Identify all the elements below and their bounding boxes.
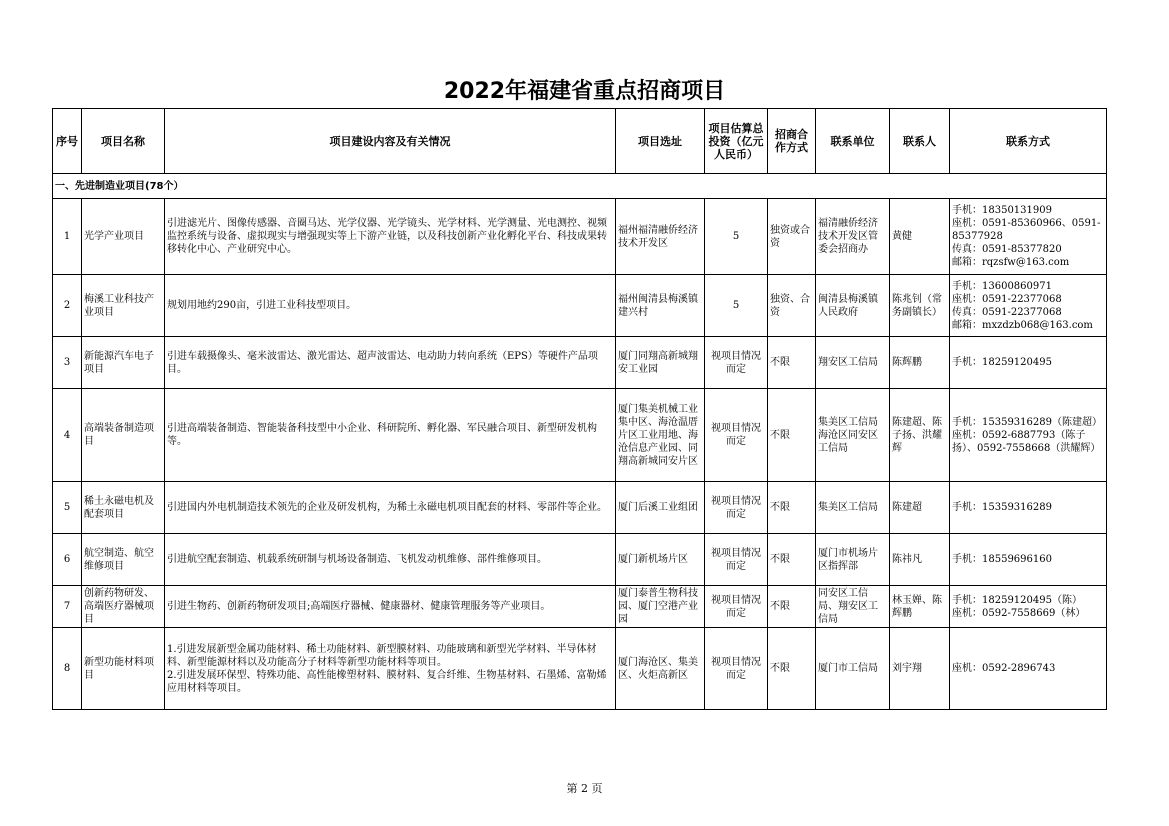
contact-line: 邮箱：rqzsfw@163.com	[952, 257, 1070, 268]
cell-investment: 视项目情况而定	[705, 389, 768, 482]
header-site: 项目选址	[616, 109, 705, 174]
cell-person: 陈兆钊（常务副镇长）	[890, 275, 950, 337]
contact-line: 邮箱：mxzdzb068@163.com	[952, 319, 1093, 331]
cell-name: 高端装备制造项目	[82, 389, 165, 482]
cell-contact	[950, 275, 1107, 337]
cell-content: 引进航空配套制造、机载系统研制与机场设备制造、飞机发动机维修、部件维修项目。	[165, 534, 616, 586]
cell-no: 3	[53, 337, 82, 389]
section-title: 一、先进制造业项目(78个）	[53, 174, 1107, 199]
header-no: 序号	[53, 109, 82, 174]
cell-mode: 独资或合资	[768, 199, 816, 275]
table-row	[53, 534, 1107, 586]
cell-no: 8	[53, 628, 82, 710]
section-row	[53, 174, 1107, 199]
cell-no: 1	[53, 199, 82, 275]
cell-name: 创新药物研发、高端医疗器械项目	[82, 586, 165, 628]
cell-unit: 集美区工信局	[816, 482, 890, 534]
cell-mode: 不限	[768, 628, 816, 710]
page-footer: 第 2 页	[566, 782, 603, 795]
cell-mode: 不限	[768, 482, 816, 534]
table-row	[53, 628, 1107, 710]
cell-person: 陈建超	[890, 482, 950, 534]
cell-investment: 视项目情况而定	[705, 586, 768, 628]
cell-site: 厦门集美机械工业集中区、海沧温厝片区工业用地、海沧信息产业园、同翔高新城同安片区	[616, 389, 705, 482]
cell-investment: 视项目情况而定	[705, 337, 768, 389]
contact-line: 手机：18350131909	[952, 205, 1052, 216]
cell-content: 引进高端装备制造、智能装备科技型中小企业、科研院所、孵化器、军民融合项目、新型研发机构等。	[165, 389, 616, 482]
cell-name: 稀土永磁电机及配套项目	[82, 482, 165, 534]
contact-line: 座机：0591-22377068	[952, 293, 1062, 305]
cell-content	[165, 628, 616, 710]
cell-mode: 独资、合资	[768, 275, 816, 337]
contact-line: 手机：18259120495	[952, 357, 1052, 368]
contact-line: 座机：0591-85360966、0591-85377928	[952, 218, 1101, 242]
table-row	[53, 337, 1107, 389]
cell-person: 黄健	[890, 199, 950, 275]
header-investment: 项目估算总投资（亿元人民币）	[705, 109, 768, 174]
cell-mode: 不限	[768, 534, 816, 586]
cell-unit: 闽清县梅溪镇人民政府	[816, 275, 890, 337]
cell-unit: 集美区工信局海沧区同安区工信局	[816, 389, 890, 482]
contact-line: 手机：13600860971	[952, 280, 1052, 292]
header-row	[53, 109, 1107, 174]
header-unit: 联系单位	[816, 109, 890, 174]
cell-unit: 厦门市机场片区指挥部	[816, 534, 890, 586]
cell-contact	[950, 389, 1107, 482]
cell-contact	[950, 586, 1107, 628]
cell-no: 6	[53, 534, 82, 586]
cell-content-line: 1.引进发展新型金属功能材料、稀土功能材料、新型膜材料、功能玻璃和新型光学材料、半导体材料、新型能源材料以及功能高分子材料等新型功能材料等项目。	[167, 643, 597, 668]
cell-investment: 视项目情况而定	[705, 482, 768, 534]
table-row	[53, 275, 1107, 337]
header-mode: 招商合作方式	[768, 109, 816, 174]
cell-contact	[950, 199, 1107, 275]
table-row	[53, 586, 1107, 628]
cell-person: 陈祎凡	[890, 534, 950, 586]
cell-contact	[950, 337, 1107, 389]
projects-table	[52, 108, 1107, 710]
cell-investment: 视项目情况而定	[705, 534, 768, 586]
table-row	[53, 389, 1107, 482]
cell-unit: 同安区工信局、翔安区工信局	[816, 586, 890, 628]
contact-line: 传真：0591-85377820	[952, 244, 1062, 255]
cell-name: 新型功能材料项目	[82, 628, 165, 710]
cell-contact	[950, 628, 1107, 710]
cell-site: 厦门泰普生物科技园、厦门空港产业园	[616, 586, 705, 628]
cell-mode: 不限	[768, 586, 816, 628]
cell-mode: 不限	[768, 337, 816, 389]
cell-name: 新能源汽车电子项目	[82, 337, 165, 389]
cell-person: 林玉婵、陈辉鹏	[890, 586, 950, 628]
cell-mode: 不限	[768, 389, 816, 482]
table-row	[53, 482, 1107, 534]
cell-contact	[950, 534, 1107, 586]
header-name: 项目名称	[82, 109, 165, 174]
cell-content: 规划用地约290亩，引进工业科技型项目。	[165, 275, 616, 337]
cell-person: 陈建超、陈子扬、洪耀辉	[890, 389, 950, 482]
cell-site: 厦门同翔高新城翔安工业园	[616, 337, 705, 389]
cell-site: 福州福清融侨经济技术开发区	[616, 199, 705, 275]
cell-unit: 福清融侨经济技术开发区管委会招商办	[816, 199, 890, 275]
header-contact: 联系方式	[950, 109, 1107, 174]
cell-no: 4	[53, 389, 82, 482]
contact-line: 手机：18559696160	[952, 554, 1052, 565]
cell-investment: 5	[705, 199, 768, 275]
cell-content: 引进国内外电机制造技术领先的企业及研发机构，为稀土永磁电机项目配套的材料、零部件等企业。	[165, 482, 616, 534]
contact-line: 手机：18259120495（陈）	[952, 594, 1082, 606]
contact-line: 座机：0592-6887793（陈子扬）、0592-7558668（洪耀辉）	[952, 429, 1101, 454]
cell-name: 光学产业项目	[82, 199, 165, 275]
contact-line: 座机：0592-2896743	[952, 663, 1056, 674]
cell-person: 陈辉鹏	[890, 337, 950, 389]
cell-investment: 视项目情况而定	[705, 628, 768, 710]
cell-content-line: 2.引进发展环保型、特殊功能、高性能橡塑材料、膜材料、复合纤维、生物基材料、石墨烯、富勒烯应用材料等项目。	[167, 669, 607, 694]
cell-no: 2	[53, 275, 82, 337]
cell-content: 引进滤光片、图像传感器、音圈马达、光学仪器、光学镜头、光学材料、光学测量、光电测控、视频监控系统与设备、虚拟现实与增强现实等上下游产业链，以及科技创新产业化孵化平台、科技成果转移转化中心、产业研究中心。	[165, 199, 616, 275]
cell-name: 梅溪工业科技产业项目	[82, 275, 165, 337]
table-row	[53, 199, 1107, 275]
cell-site: 厦门后溪工业组团	[616, 482, 705, 534]
contact-line: 手机：15359316289	[952, 502, 1052, 513]
contact-line: 座机：0592-7558669（林）	[952, 607, 1086, 619]
cell-investment: 5	[705, 275, 768, 337]
cell-person: 刘宇翔	[890, 628, 950, 710]
contact-line: 传真：0591-22377068	[952, 306, 1062, 318]
cell-name: 航空制造、航空维修项目	[82, 534, 165, 586]
header-person: 联系人	[890, 109, 950, 174]
cell-contact	[950, 482, 1107, 534]
cell-site: 厦门新机场片区	[616, 534, 705, 586]
header-content: 项目建设内容及有关情况	[165, 109, 616, 174]
cell-unit: 厦门市工信局	[816, 628, 890, 710]
cell-site: 福州闽清县梅溪镇建兴村	[616, 275, 705, 337]
cell-content: 引进生物药、创新药物研发项目;高端医疗器械、健康器材、健康管理服务等产业项目。	[165, 586, 616, 628]
cell-site: 厦门海沧区、集美区、火炬高新区	[616, 628, 705, 710]
page-title: 2022年福建省重点招商项目	[443, 79, 726, 104]
cell-no: 7	[53, 586, 82, 628]
cell-no: 5	[53, 482, 82, 534]
contact-line: 手机：15359316289（陈建超）	[952, 416, 1102, 428]
cell-content: 引进车载摄像头、毫米波雷达、激光雷达、超声波雷达、电动助力转向系统（EPS）等硬件产品项目。	[165, 337, 616, 389]
cell-unit: 翔安区工信局	[816, 337, 890, 389]
